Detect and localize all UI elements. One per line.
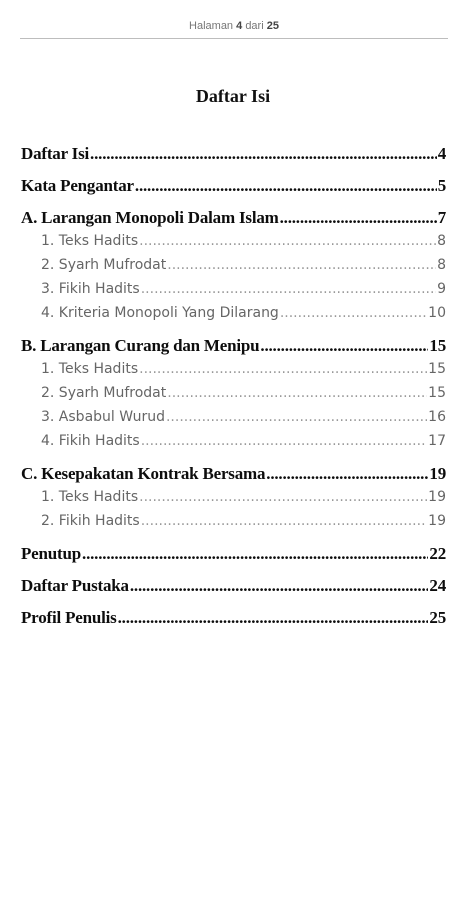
toc-chapter-entry[interactable] — [21, 175, 446, 197]
toc-dot-leader — [266, 463, 428, 485]
toc-entry-label: 4. Fikih Hadits — [41, 433, 140, 449]
toc-entry-label: B. Larangan Curang dan Menipu — [21, 336, 260, 355]
toc-entry-page-number: 24 — [429, 576, 446, 595]
toc-dot-leader — [139, 485, 427, 509]
toc-entry-page-number: 16 — [428, 409, 446, 425]
toc-entry-label: Profil Penulis — [21, 608, 117, 627]
page-indicator-middle: dari — [245, 20, 264, 32]
toc-section-entry[interactable] — [21, 229, 446, 253]
toc-entry-label: 2. Syarh Mufrodat — [41, 385, 167, 401]
toc-entry-page-number: 10 — [428, 305, 446, 321]
toc-dot-leader — [135, 175, 437, 197]
page-indicator-prefix: Halaman — [189, 20, 234, 32]
toc-entry-page-number: 17 — [428, 433, 446, 449]
toc-entry-label: Kata Pengantar — [21, 176, 134, 195]
toc-entry-label: 3. Asbabul Wurud — [41, 409, 165, 425]
toc-entry-label: 2. Syarh Mufrodat — [41, 257, 167, 273]
toc-section-entry[interactable] — [21, 381, 446, 405]
toc-entry-label: Penutup — [21, 544, 82, 563]
toc-entry-page-number: 15 — [428, 361, 446, 377]
toc-chapter-entry[interactable] — [21, 543, 446, 565]
toc-chapter-entry[interactable] — [21, 143, 446, 165]
toc-entry-page-number: 19 — [429, 464, 446, 483]
current-page-number: 4 — [236, 20, 243, 32]
toc-chapter-entry[interactable] — [21, 575, 446, 597]
table-of-contents — [21, 143, 446, 629]
total-pages-number: 25 — [266, 20, 279, 32]
toc-entry-label: A. Larangan Monopoli Dalam Islam — [21, 208, 279, 227]
toc-entry-page-number: 8 — [437, 257, 446, 273]
toc-entry-page-number: 9 — [437, 281, 446, 297]
toc-dot-leader — [90, 143, 437, 165]
toc-entry-page-number: 8 — [437, 233, 446, 249]
toc-entry-label: C. Kesepakatan Kontrak Bersama — [21, 464, 266, 483]
toc-dot-leader — [280, 301, 427, 325]
toc-dot-leader — [141, 277, 436, 301]
toc-dot-leader — [280, 207, 437, 229]
toc-entry-label: 1. Teks Hadits — [41, 361, 139, 377]
toc-entry-page-number: 5 — [437, 176, 446, 195]
toc-entry-page-number: 15 — [428, 385, 446, 401]
toc-entry-page-number: 25 — [429, 608, 446, 627]
toc-chapter-entry[interactable] — [21, 463, 446, 485]
toc-entry-label: 4. Kriteria Monopoli Yang Dilarang — [41, 305, 279, 321]
toc-dot-leader — [139, 229, 436, 253]
toc-entry-label: Daftar Pustaka — [21, 576, 129, 595]
toc-dot-leader — [167, 253, 436, 277]
toc-section-entry[interactable] — [21, 429, 446, 453]
toc-chapter-entry[interactable] — [21, 607, 446, 629]
toc-section-entry[interactable] — [21, 405, 446, 429]
toc-dot-leader — [118, 607, 429, 629]
toc-section-entry[interactable] — [21, 485, 446, 509]
toc-entry-label: 1. Teks Hadits — [41, 233, 139, 249]
toc-entry-page-number: 19 — [428, 513, 446, 529]
toc-section-entry[interactable] — [21, 277, 446, 301]
toc-entry-label: 1. Teks Hadits — [41, 489, 139, 505]
toc-section-entry[interactable] — [21, 253, 446, 277]
toc-section-entry[interactable] — [21, 509, 446, 533]
page-header — [20, 20, 448, 39]
toc-entry-page-number: 7 — [437, 208, 446, 227]
toc-entry-label: 3. Fikih Hadits — [41, 281, 140, 297]
toc-section-entry[interactable] — [21, 357, 446, 381]
toc-chapter-entry[interactable] — [21, 335, 446, 357]
toc-dot-leader — [139, 357, 427, 381]
toc-dot-leader — [166, 405, 427, 429]
toc-chapter-entry[interactable] — [21, 207, 446, 229]
toc-section-entry[interactable] — [21, 301, 446, 325]
toc-entry-page-number: 22 — [429, 544, 446, 563]
toc-dot-leader — [141, 509, 427, 533]
toc-entry-label: 2. Fikih Hadits — [41, 513, 140, 529]
toc-entry-page-number: 4 — [437, 144, 446, 163]
toc-entry-label: Daftar Isi — [21, 144, 90, 163]
toc-dot-leader — [141, 429, 427, 453]
toc-dot-leader — [130, 575, 429, 597]
toc-dot-leader — [82, 543, 428, 565]
toc-entry-page-number: 19 — [428, 489, 446, 505]
toc-entry-page-number: 15 — [429, 336, 446, 355]
toc-dot-leader — [260, 335, 428, 357]
page-title: Daftar Isi — [195, 86, 271, 106]
toc-dot-leader — [167, 381, 427, 405]
